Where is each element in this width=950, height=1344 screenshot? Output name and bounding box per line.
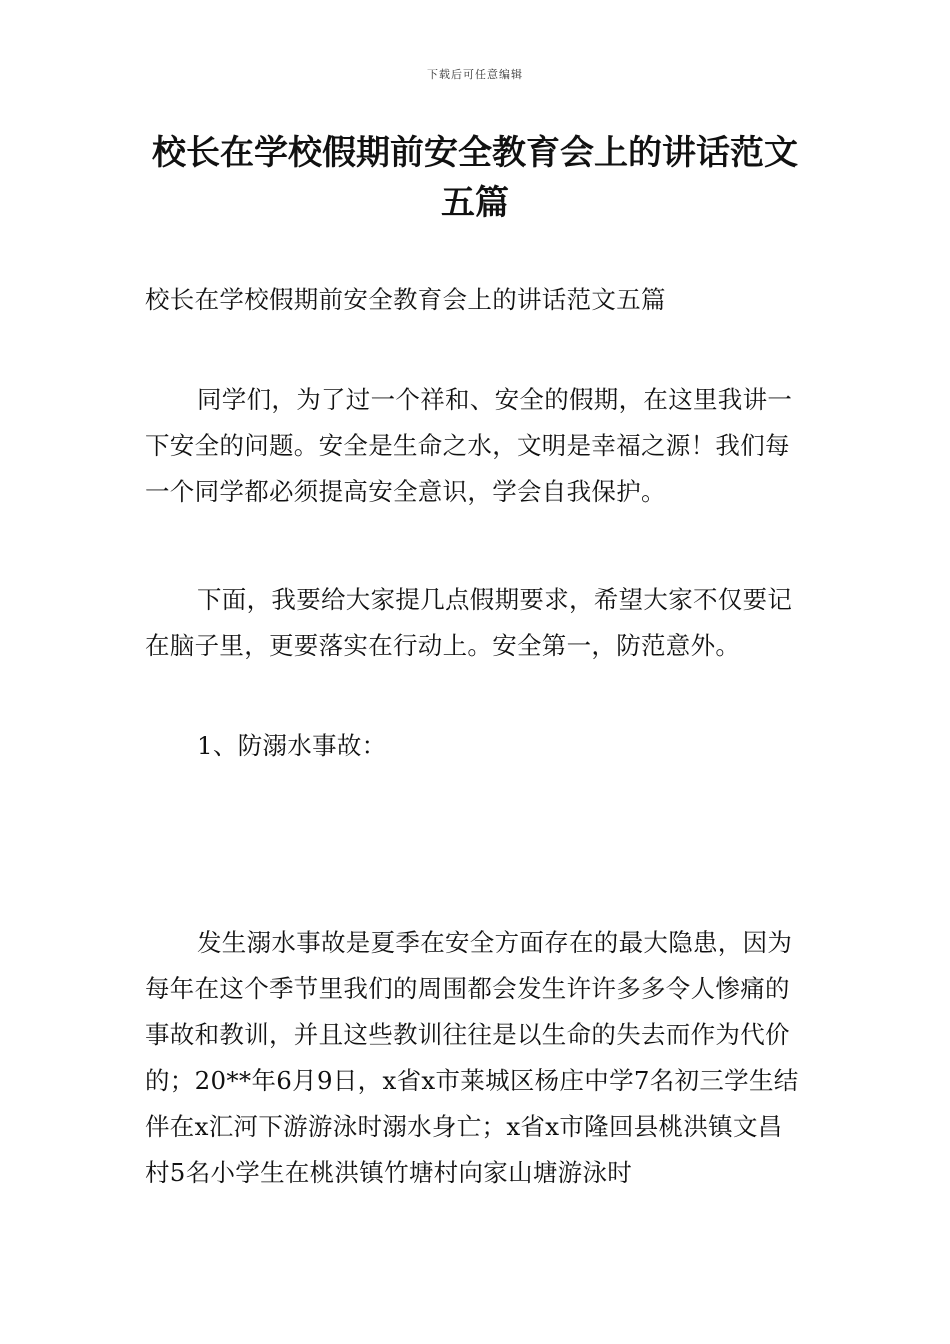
- paragraph-requirements: 下面，我要给大家提几点假期要求，希望大家不仅要记在脑子里，更要落实在行动上。安全第一，防范意外。: [145, 585, 793, 660]
- list-item-heading: 1、防溺水事故：: [197, 731, 387, 760]
- paragraph-drowning: 发生溺水事故是夏季在安全方面存在的最大隐患，因为每年在这个季节里我们的周围都会发生许许多多令人惨痛的事故和教训，并且这些教训往往是以生命的失去而作为代价的；20**年6月9日，x省x市莱城区杨庄中学7名初三学生结伴在x汇河下游游泳时溺水身亡；x省x市隆回县桃洪镇文昌村5名小学生在桃洪镇竹塘村向家山塘游泳时: [145, 928, 799, 1187]
- document-subtitle: 校长在学校假期前安全教育会上的讲话范文五篇: [145, 285, 666, 314]
- document-title: 校长在学校假期前安全教育会上的讲话范文五篇: [152, 133, 798, 223]
- header-note: 下载后可任意编辑: [427, 68, 523, 81]
- paragraph-intro: 同学们，为了过一个祥和、安全的假期，在这里我讲一下安全的问题。安全是生命之水，文明是幸福之源！我们每一个同学都必须提高安全意识，学会自我保护。: [145, 385, 793, 506]
